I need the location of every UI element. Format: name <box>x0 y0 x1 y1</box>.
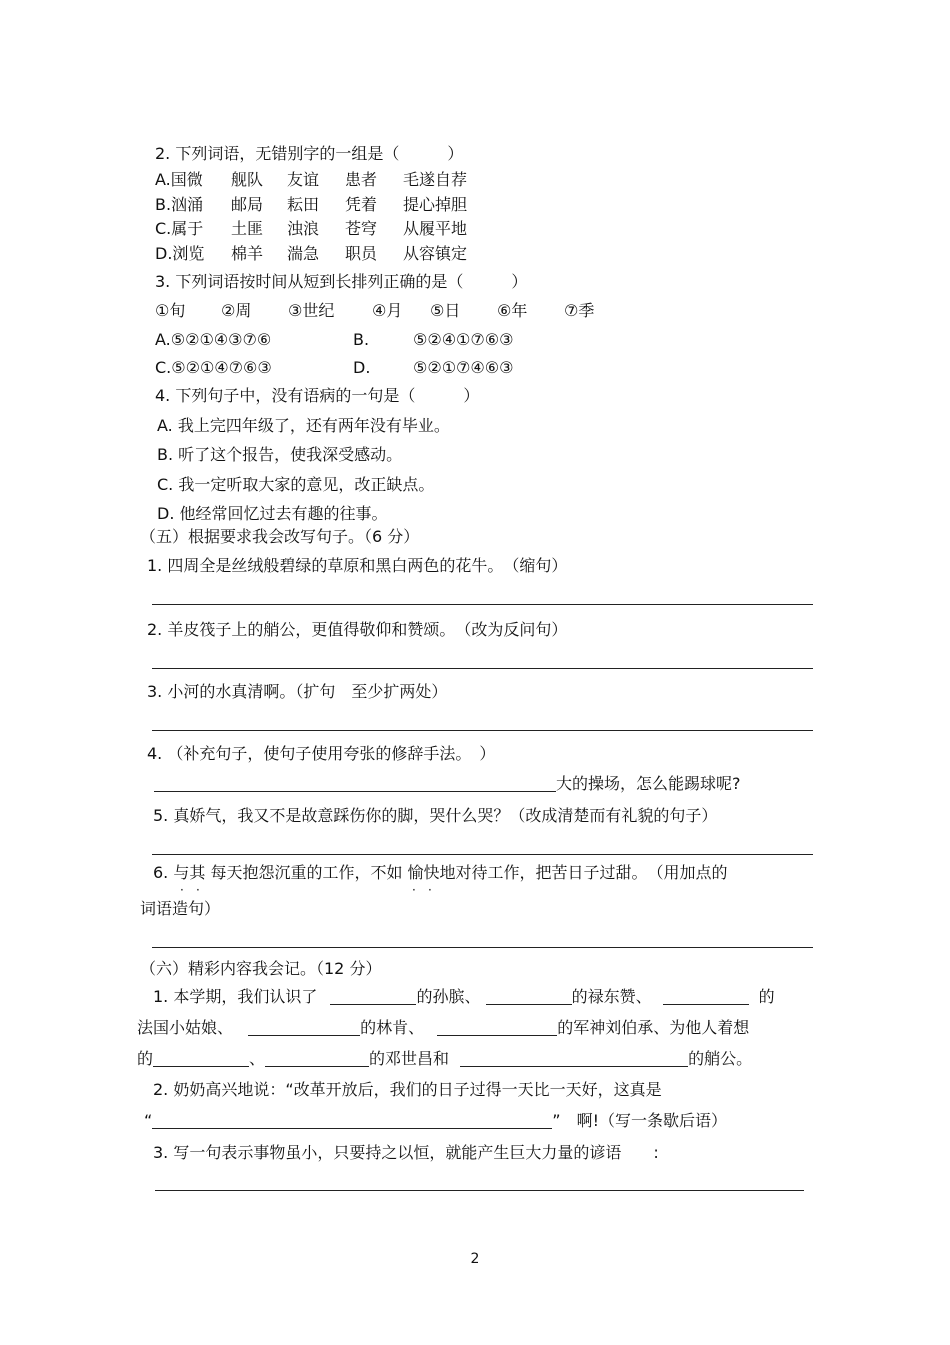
q2-a-0: A.国微 <box>155 170 203 189</box>
s6-l1-d: 的 <box>758 987 775 1006</box>
s5-q4-tail: 大的操场，怎么能踢球呢? <box>556 774 741 793</box>
fill-blank[interactable] <box>663 988 749 1005</box>
q2-c-3: 苍穹 <box>345 219 378 238</box>
q3-item: ⑥年 <box>497 301 528 320</box>
s6-l3-b: 、 <box>249 1049 266 1068</box>
q3-option-b-label: B. <box>353 330 370 349</box>
q4-stem: 4. 下列句子中，没有语病的一句是（ ） <box>155 386 480 405</box>
q4-option-c: C. 我一定听取大家的意见，改正缺点。 <box>157 475 435 494</box>
s6-line-1 <box>153 987 775 1007</box>
s6-l3-d: 的艄公。 <box>688 1049 753 1068</box>
q2-option-c <box>155 219 467 239</box>
s5-q3: 3. 小河的水真清啊。（扩句 至少扩两处） <box>147 682 448 701</box>
s6-line-6: 3. 写一句表示事物虽小，只要持之以恒，就能产生巨大力量的谚语 : <box>153 1143 659 1162</box>
q2-d-4: 从容镇定 <box>403 244 468 263</box>
q2-option-b <box>155 195 467 215</box>
s6-part-a: 6. 与其 <box>153 863 206 882</box>
q2-c-0: C.属于 <box>155 219 204 238</box>
section-6-title: （六）精彩内容我会记。（12 分） <box>140 959 382 978</box>
s5-q4: 4. （补充句子，使句子使用夸张的修辞手法。 ） <box>147 744 496 763</box>
s6-l1-b: 的孙膑、 <box>416 987 481 1006</box>
s6-line-2 <box>137 1018 749 1038</box>
s6-l5-a: “ <box>144 1111 153 1130</box>
q3-items <box>155 301 594 321</box>
q3-item: ⑤日 <box>430 301 461 320</box>
answer-line <box>152 604 813 605</box>
s5-q6-cont: 词语造句） <box>140 899 221 918</box>
s6-l2-c: 的军神刘伯承、为他人着想 <box>557 1018 750 1037</box>
q3-option-c: C.⑤②①④⑦⑥③ <box>155 358 272 377</box>
s6-part-c: 不如 <box>370 863 403 882</box>
s5-q5: 5. 真娇气，我又不是故意踩伤你的脚，哭什么哭？（改成清楚而有礼貌的句子） <box>153 806 718 825</box>
q3-item: ③世纪 <box>288 301 335 320</box>
s5-q1: 1. 四周全是丝绒般碧绿的草原和黑白两色的花牛。 （缩句） <box>147 556 568 575</box>
s6-l1-c: 的禄东赞、 <box>571 987 652 1006</box>
q2-d-0: D.浏览 <box>155 244 205 263</box>
q2-b-3: 凭着 <box>345 195 378 214</box>
q2-d-3: 职员 <box>345 244 378 263</box>
q2-d-1: 棉羊 <box>231 244 264 263</box>
s6-l2-a: 法国小姑娘、 <box>137 1018 234 1037</box>
q2-b-1: 邮局 <box>231 195 264 214</box>
answer-line <box>152 730 813 731</box>
answer-line <box>152 668 813 669</box>
s6-part-d: 愉快地对待工作，把苦日子过甜。 （用加点的 <box>402 863 728 882</box>
q2-b-4: 提心掉胆 <box>403 195 468 214</box>
fill-blank[interactable] <box>154 775 556 792</box>
s6-l1-a: 1. 本学期，我们认识了 <box>153 987 318 1006</box>
fill-blank[interactable] <box>330 988 416 1005</box>
q3-option-b: ⑤②④①⑦⑥③ <box>413 330 514 349</box>
s6-l2-b: 的林肯、 <box>360 1018 425 1037</box>
q3-item: ②周 <box>221 301 252 320</box>
q3-option-d-label: D. <box>353 358 371 377</box>
fill-blank[interactable] <box>265 1050 369 1067</box>
q2-a-4: 毛遂自荐 <box>403 170 468 189</box>
q2-a-2: 友谊 <box>287 170 320 189</box>
q3-option-d: ⑤②①⑦④⑥③ <box>413 358 514 377</box>
q2-stem: 2. 下列词语，无错别字的一组是（ ） <box>155 144 464 163</box>
fill-blank[interactable] <box>248 1019 360 1036</box>
answer-line <box>152 854 813 855</box>
fill-blank[interactable] <box>153 1050 249 1067</box>
fill-blank[interactable] <box>460 1050 688 1067</box>
q2-c-2: 浊浪 <box>287 219 320 238</box>
s5-q2: 2. 羊皮筏子上的艄公，更值得敬仰和赞颂。 （改为反问句） <box>147 620 568 639</box>
s6-l3-c: 的邓世昌和 <box>369 1049 450 1068</box>
answer-line <box>155 1190 804 1191</box>
s6-l3-a: 的 <box>137 1049 154 1068</box>
s6-part-b: 每天抱怨沉重的工作， <box>205 863 371 882</box>
q2-option-a <box>155 170 467 190</box>
s6-line-4: 2. 奶奶高兴地说：“改革开放后，我们的日子过得一天比一天好，这真是 <box>153 1080 662 1099</box>
q2-option-d <box>155 244 467 264</box>
s6-line-5 <box>144 1111 727 1131</box>
page-number: 2 <box>470 1251 480 1267</box>
q2-a-3: 患者 <box>345 170 378 189</box>
s5-q4-line <box>154 774 741 794</box>
q2-b-2: 耘田 <box>287 195 320 214</box>
q3-item: ⑦季 <box>564 301 595 320</box>
q3-option-a: A.⑤②①④③⑦⑥ <box>155 330 272 349</box>
q2-c-1: 土匪 <box>231 219 264 238</box>
q2-d-2: 湍急 <box>287 244 320 263</box>
q2-b-0: B.汹涌 <box>155 195 204 214</box>
fill-blank[interactable] <box>437 1019 557 1036</box>
q3-item: ④月 <box>372 301 403 320</box>
s5-q6 <box>153 863 728 883</box>
fill-blank[interactable] <box>152 1112 552 1129</box>
q2-c-4: 从履平地 <box>403 219 468 238</box>
section-5-title: （五）根据要求我会改写句子。（6 分） <box>140 527 420 546</box>
q4-option-b: B. 听了这个报告，使我深受感动。 <box>157 445 403 464</box>
q2-a-1: 舰队 <box>231 170 264 189</box>
q3-stem: 3. 下列词语按时间从短到长排列正确的是（ ） <box>155 272 528 291</box>
q4-option-d: D. 他经常回忆过去有趣的往事。 <box>157 504 388 523</box>
fill-blank[interactable] <box>486 988 572 1005</box>
q4-option-a: A. 我上完四年级了，还有两年没有毕业。 <box>157 416 450 435</box>
s6-line-3 <box>137 1049 752 1069</box>
answer-line <box>152 947 813 948</box>
s6-l5-b: ” 啊!（写一条歇后语） <box>552 1111 728 1130</box>
q3-item: ①旬 <box>155 301 186 320</box>
